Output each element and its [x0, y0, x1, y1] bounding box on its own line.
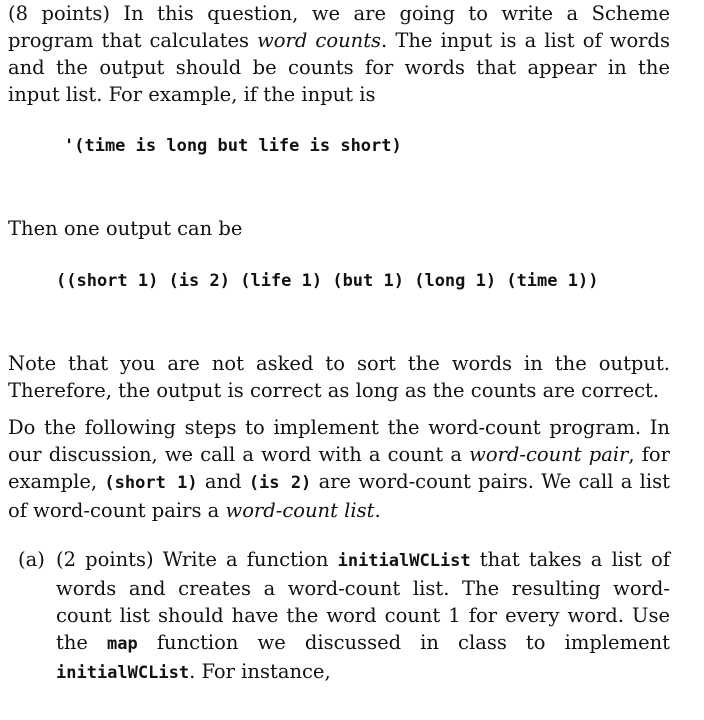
- intro-emphasis: word counts: [257, 29, 382, 52]
- steps-text-b: , for example,: [8, 443, 670, 493]
- part-a-text-b: that takes a list of words and creates a word-count list. The resulting word-count list should have the word count 1 for every word. Use the: [56, 548, 670, 654]
- part-a-text-a: (2 points) Write a function: [56, 548, 338, 571]
- example-input-code: '(time is long but life is short): [64, 136, 402, 156]
- word-count-list-term: word-count list: [225, 499, 375, 522]
- steps-text-c: and: [197, 470, 249, 493]
- part-a-text-c: function we discussed in class to implement: [137, 631, 671, 654]
- steps-text-e: .: [374, 499, 381, 522]
- code-initialwclist: initialWCList: [337, 551, 471, 571]
- part-a-text-d: . For instance,: [189, 660, 331, 683]
- code-is-pair: (is 2): [248, 473, 312, 493]
- intro-text-b: . The input is a list of words and the output should be counts for words that appear in the input list. For example, if the input is: [8, 29, 670, 106]
- note-paragraph: Note that you are not asked to sort the words in the output. Therefore, the output is correct as long as the counts are correct.: [8, 352, 670, 402]
- steps-text-d: are word-count pairs. We call a list of word-count pairs a: [8, 470, 670, 522]
- part-a-body: [56, 546, 670, 687]
- part-a-label: (a): [18, 548, 45, 571]
- steps-paragraph: [8, 414, 670, 524]
- question-intro: [8, 0, 670, 108]
- word-count-pair-term: word-count pair: [469, 443, 629, 466]
- code-initialwclist-2: initialWCList: [56, 663, 190, 683]
- code-map: map: [107, 634, 138, 654]
- intro-text-a: In this question, we are going to write a Scheme program that calculates: [8, 2, 670, 52]
- part-a-item: [8, 546, 670, 687]
- example-output-code: ((short 1) (is 2) (life 1) (but 1) (long 1) (time 1)): [56, 271, 599, 291]
- code-short-pair: (short 1): [104, 473, 198, 493]
- then-text: Then one output can be: [8, 217, 243, 240]
- steps-text-a: Do the following steps to implement the word-count program. In our discussion, we call a word with a count a: [8, 416, 670, 466]
- question-points: (8 points): [8, 2, 110, 25]
